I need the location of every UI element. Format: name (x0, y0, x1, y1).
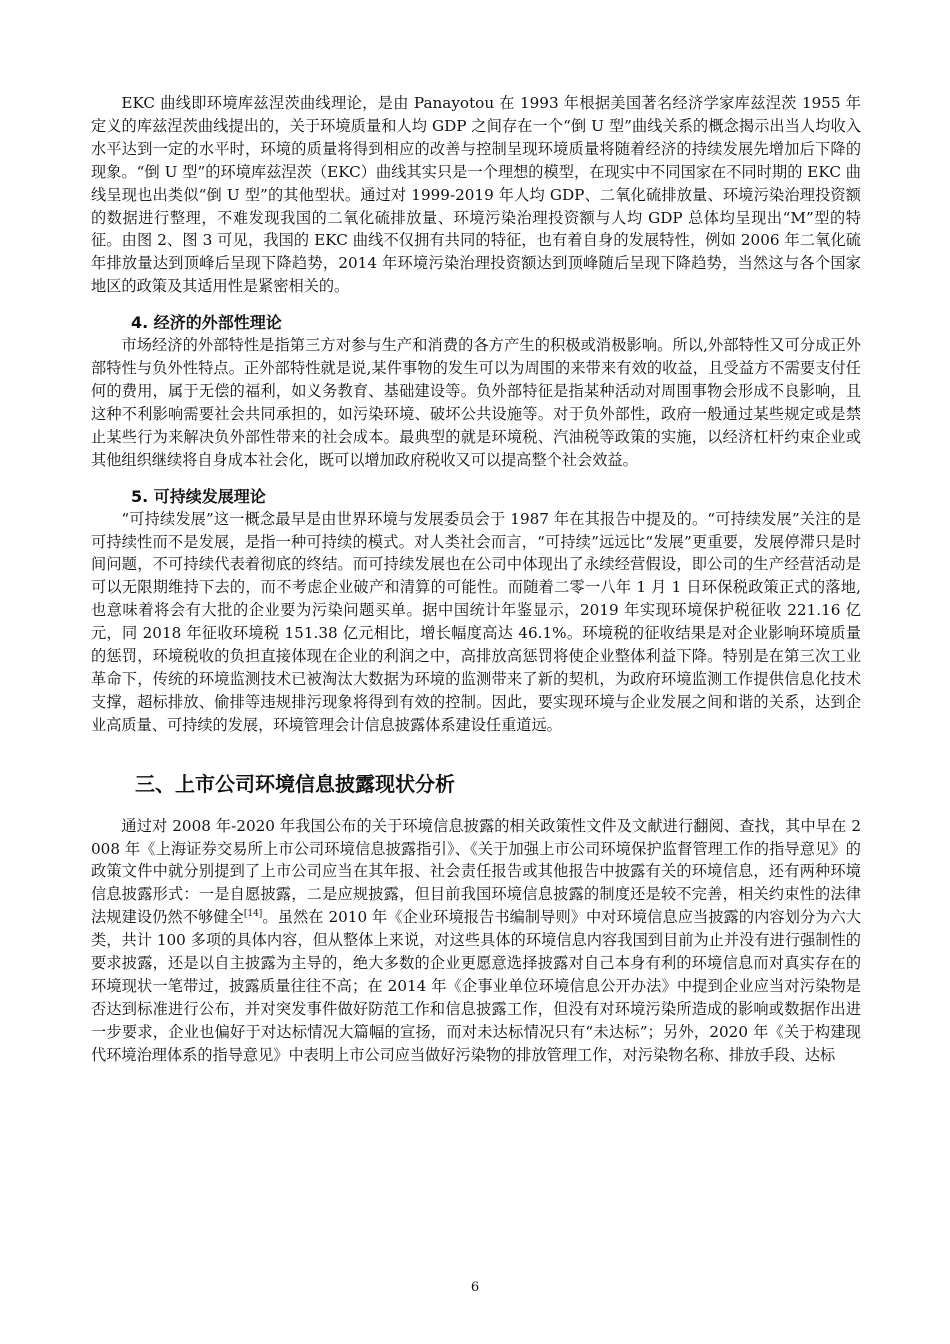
paragraph-text-part-2: 。虽然在 2010 年《企业环境报告书编制导则》中对环境信息应当披露的内容划分为六大类，共计 100 多项的具体内容，但从整体上来说，对这些具体的环境信息内容我国到目前为止并没有进行强制性的要求披露，还是以自主披露为主导的，绝大多数的企业更愿意选择披露对自己本身有利的环境信息而对真实存在的环境现状一笔带过，披露质量往往不高；在 2014 年《企事业单位环境信息公开办法》中提到企业应当对污染物是否达到标准进行公布，并对突发事件做好防范工作和信息披露工作，但没有对环境污染所造成的影响或数据作出进一步要求，企业也偏好于对达标情况大篇幅的宣扬，而对未达标情况只有“未达标”；另外，2020 年《关于构建现代环境治理体系的指导意见》中表明上市公司应当做好污染物的排放管理工作，对污染物名称、排放手段、达标 (91, 908, 862, 1064)
heading-externality-theory: 4. 经济的外部性理论 (131, 313, 282, 333)
page-content (91, 92, 861, 1067)
paragraph-disclosure-status (91, 815, 861, 1067)
section-title: 三、上市公司环境信息披露现状分析 (135, 771, 455, 796)
page-number: 6 (470, 1280, 480, 1295)
heading-sustainable-development: 5. 可持续发展理论 (131, 486, 266, 506)
spacer (91, 472, 861, 486)
paragraph-externality-theory: 市场经济的外部特性是指第三方对参与生产和消费的各方产生的积极或消极影响。所以,外部特性又可分成正外部特性与负外性特点。正外部特性就是说,某件事物的发生可以为周围的来带来有效的收益，且受益方不需要支付任何的费用，属于无偿的福利，如义务教育、基础建设等。负外部特征是指某种活动对周围事物会形成不良影响，且这种不利影响需要社会共同承担的，如污染环境、破坏公共设施等。对于负外部性，政府一般通过某些规定或是禁止某些行为来解决负外部性带来的社会成本。最典型的就是环境税、汽油税等政策的实施，以经济杠杆约束企业或其他组织继续将自身成本社会化，既可以增加政府税收又可以提高整个社会效益。 (91, 336, 861, 469)
paragraph-sustainable-development: “可持续发展”这一概念最早是由世界环境与发展委员会于 1987 年在其报告中提及的。“可持续发展”关注的是可持续性而不是发展，是指一种可持续的模式。对人类社会而言，“可持续”远远比“发展”更重要，发展停滞只是时间问题，不可持续代表着彻底的终结。而可持续发展也在公司中体现出了永续经营假设，即公司的生产经营活动是可以无限期维持下去的，而不考虑企业破产和清算的可能性。而随着二零一八年 1 月 1 日环保税政策正式的落地,也意味着将会有大批的企业要为污染问题买单。据中国统计年鉴显示，2019 年实现环境保护税征收 221.16 亿元，同 2018 年征收环境税 151.38 亿元相比，增长幅度高达 46.1%。环境税的征收结果是对企业影响环境质量的惩罚，环境税收的负担直接体现在企业的利润之中，高排放高惩罚将使企业整体利益下降。特别是在第三次工业革命下，传统的环境监测技术已被淘汰大数据为环境的监测带来了新的契机，为政府环境监测工作提供信息化技术支撑，超标排放、偷排等违规排污现象将得到有效的控制。因此，要实现环境与企业发展之间和谐的关系，达到企业高质量、可持续的发展，环境管理会计信息披露体系建设任重道远。 (91, 509, 861, 734)
spacer (91, 797, 861, 815)
spacer (91, 737, 861, 771)
paragraph-text-part-1: 通过对 2008 年-2020 年我国公布的关于环境信息披露的相关政策性文件及文献进行翻阅、查找，其中早在 2008 年《上海证券交易所上市公司环境信息披露指引》、《关于加强上市公司环境保护监督管理工作的指导意见》的政策文件中就分别提到了上市公司应当在其年报、社会责任报告或其他报告中披露有关的环境信息，还有两种环境信息披露形式：一是自愿披露，二是应规披露，但目前我国环境信息披露的制度还是较不完善，相关约束性的法律法规建设仍然不够健全 (91, 816, 861, 927)
paragraph-ekc-theory: EKC 曲线即环境库兹涅茨曲线理论，是由 Panayotou 在 1993 年根据美国著名经济学家库兹涅茨 1955 年定义的库兹涅茨曲线提出的，关于环境质量和人均 GDP 之间存在一个“倒 U 型”曲线关系的概念揭示出当人均收入水平达到一定的水平时，环境的质量将得到相应的改善与控制呈现环境质量将随着经济的持续发展先增加后下降的现象。“倒 U 型”的环境库兹涅茨（EKC）曲线其实只是一个理想的模型，在现实中不同国家在不同时期的 EKC 曲线呈现也出类似“倒 U 型”的其他型状。通过对 1999-2019 年人均 GDP、二氧化硫排放量、环境污染治理投资额的数据进行整理，不难发现我国的二氧化硫排放量、环境污染治理投资额与人均 GDP 总体均呈现出“M”型的特征。由图 2、图 3 可见，我国的 EKC 曲线不仅拥有共同的特征，也有着自身的发展特性，例如 2006 年二氧化硫年排放量达到顶峰后呈现下降趋势，2014 年环境污染治理投资额达到顶峰随后呈现下降趋势，当然这与各个国家地区的政策及其适用性是紧密相关的。 (91, 94, 861, 296)
citation-reference[interactable]: [14] (243, 909, 263, 920)
spacer (91, 298, 861, 312)
